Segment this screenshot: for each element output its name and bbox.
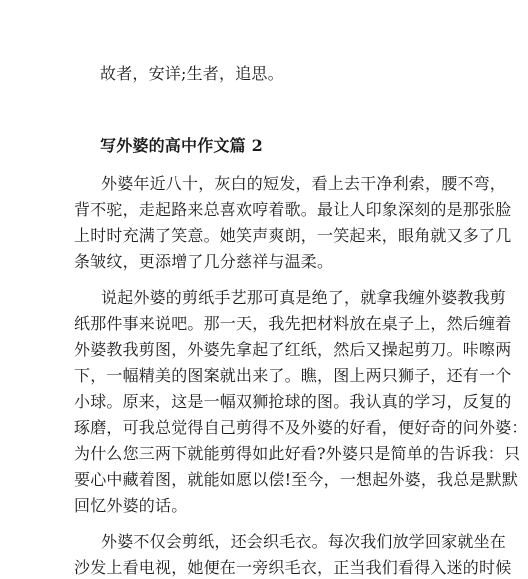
paragraph-2-line-5: 小球。原来，这是一幅双狮抢球的图。我认真的学习，反复的 — [74, 392, 512, 411]
paragraph-1-line-3: 上时时充满了笑意。她笑声爽朗，一笑起来，眼角就又多了几 — [74, 226, 512, 245]
intro-line: 故者，安详;生者，追思。 — [100, 64, 284, 83]
paragraph-2-line-1: 说起外婆的剪纸手艺那可真是绝了，就拿我缠外婆教我剪 — [101, 288, 507, 307]
paragraph-2-line-2: 纸那件事来说吧。那一天，我先把材料放在桌子上，然后缠着 — [74, 314, 512, 333]
paragraph-2-line-4: 下，一幅精美的图案就出来了。瞧，图上两只狮子，还有一个 — [74, 366, 512, 385]
section-heading: 写外婆的高中作文篇 2 — [100, 136, 263, 155]
paragraph-2-line-6: 琢磨，可我总觉得自己剪得不及外婆的好看，便好奇的问外婆： — [74, 418, 528, 437]
paragraph-3-line-1: 外婆不仅会剪纸，还会织毛衣。每次我们放学回家就坐在 — [101, 532, 507, 551]
paragraph-2-line-7: 为什么您三两下就能剪得如此好看?外婆只是简单的告诉我：只 — [74, 444, 521, 463]
paragraph-1-line-2: 背不驼，走起路来总喜欢哼着歌。最让人印象深刻的是那张脸 — [74, 200, 512, 219]
paragraph-2-line-3: 外婆教我剪图，外婆先拿起了红纸，然后又操起剪刀。咔嚓两 — [74, 340, 512, 359]
paragraph-2-line-8: 要心中藏着图，就能如愿以偿!至今，一想起外婆，我总是默默 — [74, 470, 519, 489]
paragraph-2-line-9: 回忆外婆的话。 — [74, 496, 188, 515]
paragraph-1-line-4: 条皱纹，更添增了几分慈祥与温柔。 — [74, 252, 334, 271]
paragraph-3-line-2: 沙发上看电视，她便在一旁织毛衣，正当我们看得入迷的时候 — [74, 558, 512, 577]
paragraph-1-line-1: 外婆年近八十，灰白的短发，看上去干净利索，腰不弯， — [101, 174, 507, 193]
